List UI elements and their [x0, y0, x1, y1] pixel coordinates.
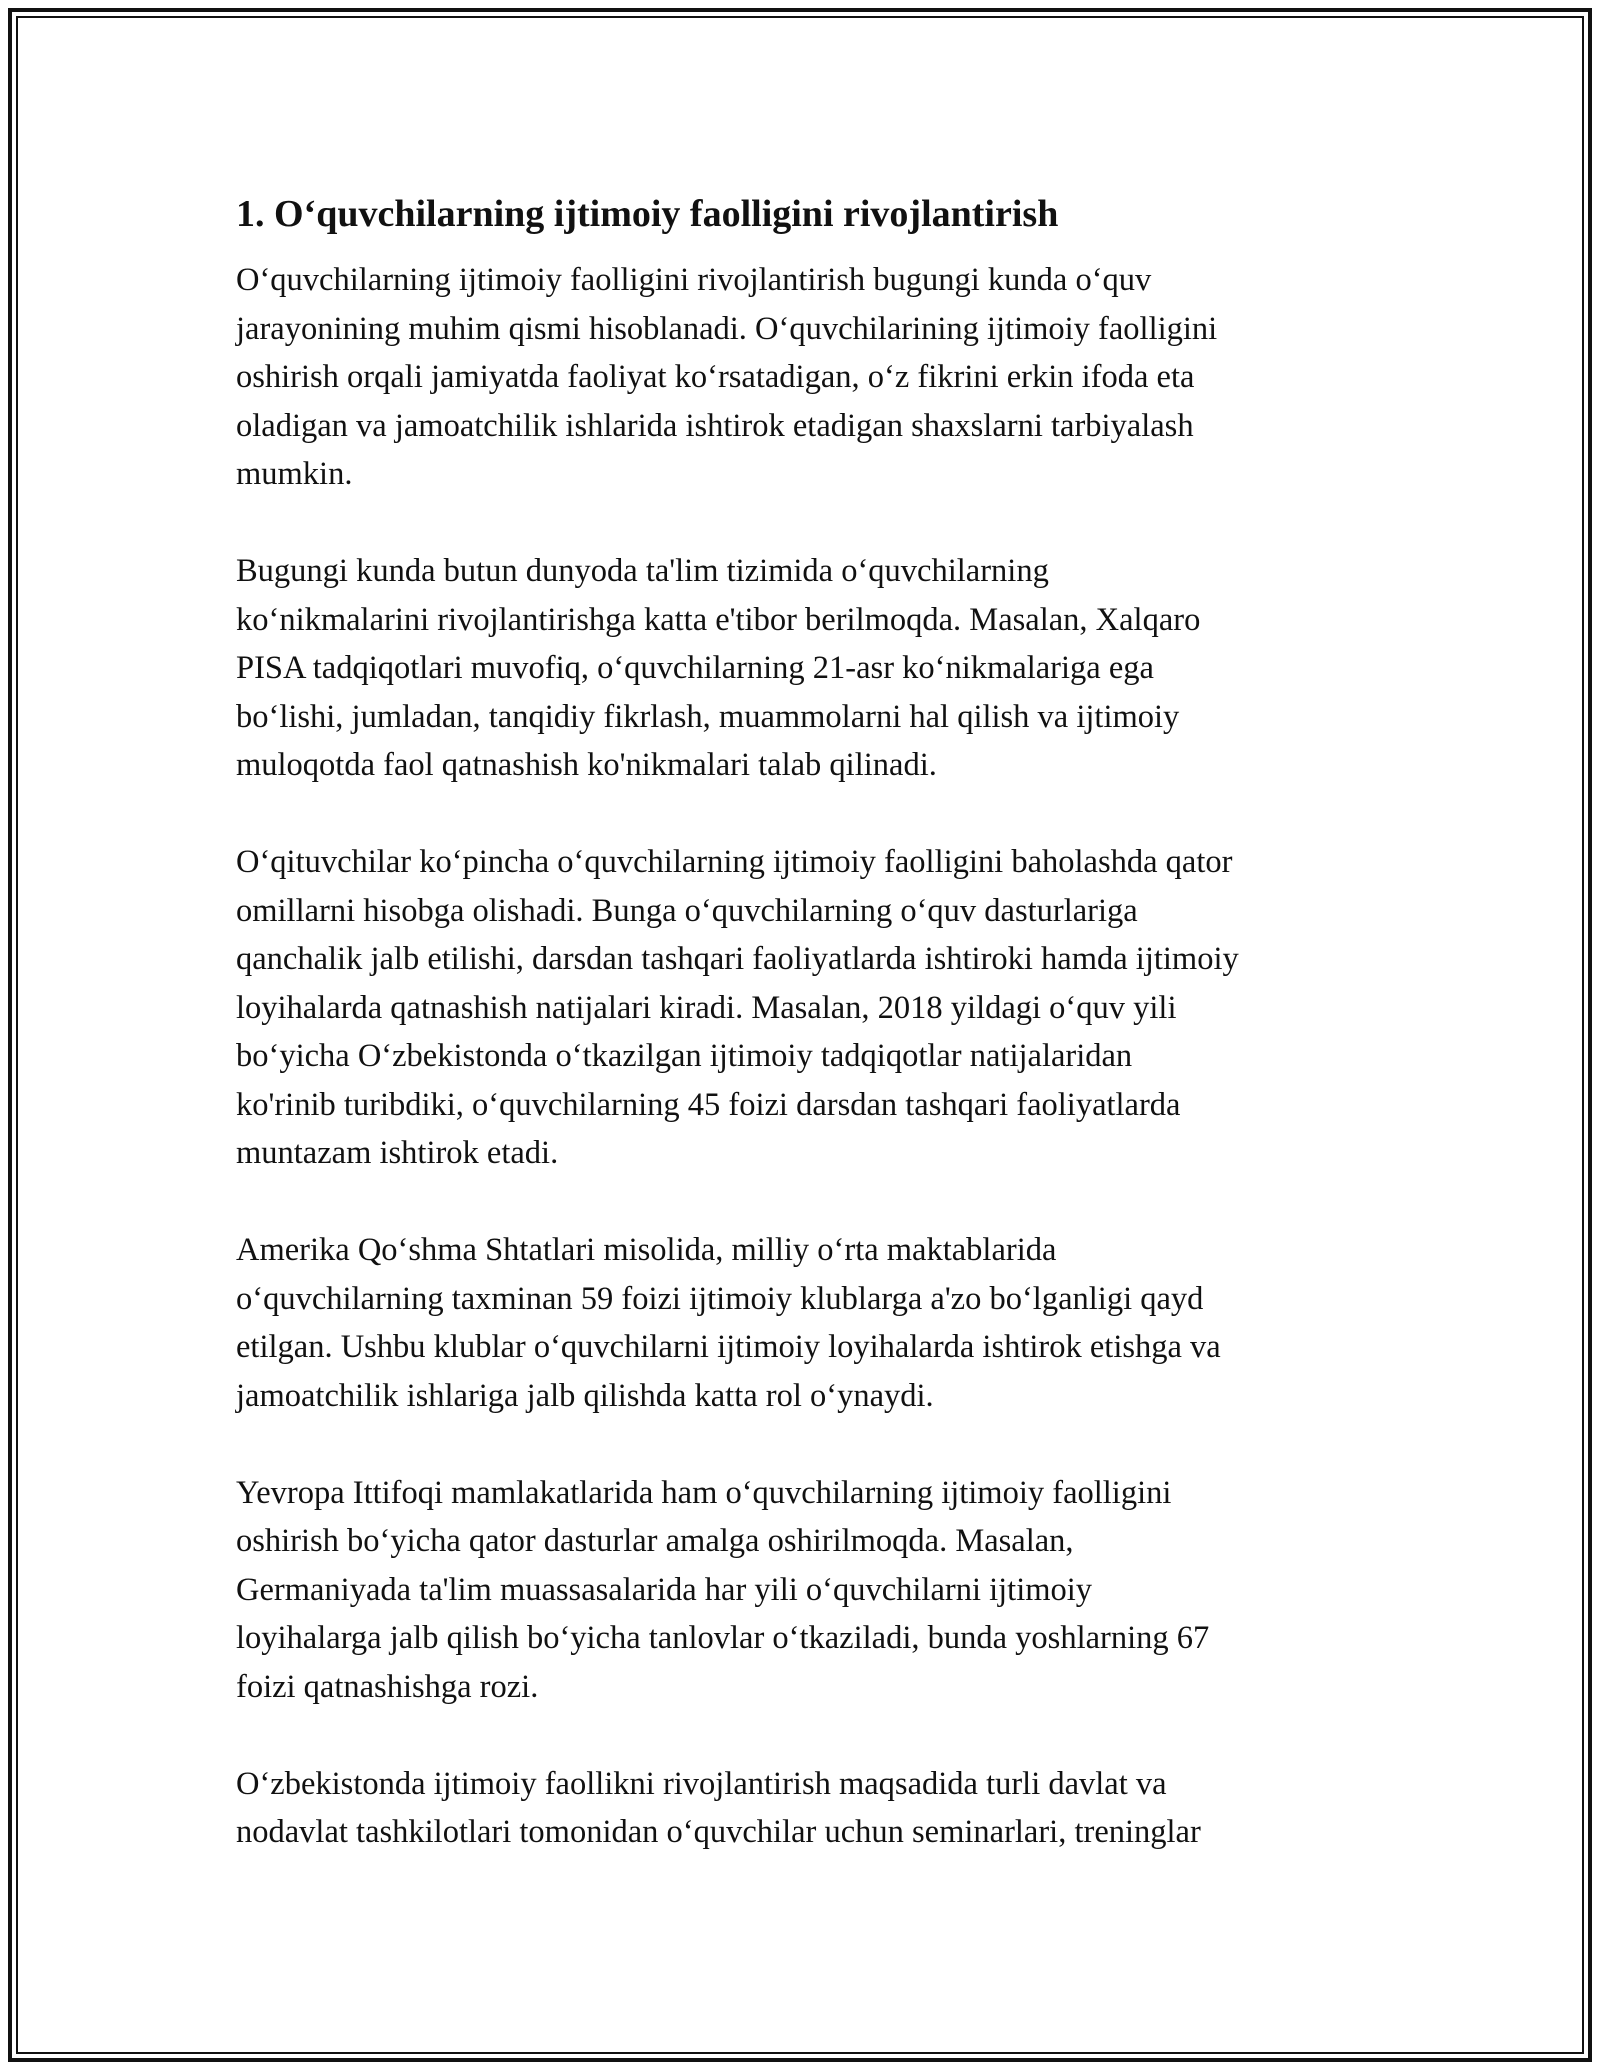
- paragraph-line: etilgan. Ushbu klublar oʻquvchilarni ijtimoiy loyihalarda ishtirok etishga va: [236, 1329, 1221, 1365]
- paragraph-line: Amerika Qoʻshma Shtatlari misolida, milliy oʻrta maktablarida: [236, 1232, 1057, 1268]
- paragraph-line: koʻnikmalarini rivojlantirishga katta e'tibor berilmoqda. Masalan, Xalqaro: [236, 601, 1201, 638]
- paragraph-line: loyihalarga jalb qilish boʻyicha tanlovlar oʻtkaziladi, bunda yoshlarning 67: [236, 1620, 1210, 1656]
- paragraph-line: muloqotda faol qatnashish ko'nikmalari talab qilinadi.: [236, 747, 937, 783]
- paragraph-line: loyihalarda qatnashish natijalari kiradi. Masalan, 2018 yildagi oʻquv yili: [236, 989, 1177, 1026]
- paragraph-line: oladigan va jamoatchilik ishlarida ishtirok etadigan shaxslarni tarbiyalash: [236, 407, 1194, 444]
- paragraph-line: Oʻqituvchilar koʻpincha oʻquvchilarning ijtimoiy faolligini baholashda qator: [236, 844, 1233, 880]
- paragraph-line: Oʻquvchilarning ijtimoiy faolligini rivojlantirish bugungi kunda oʻquv: [236, 262, 1152, 298]
- paragraph-line: qanchalik jalb etilishi, darsdan tashqari faoliyatlarda ishtiroki hamda ijtimoiy: [236, 941, 1239, 977]
- paragraph-line: Oʻzbekistonda ijtimoiy faollikni rivojlantirish maqsadida turli davlat va: [236, 1765, 1167, 1802]
- paragraph-line: oshirish orqali jamiyatda faoliyat koʻrsatadigan, oʻz fikrini erkin ifoda eta: [236, 359, 1195, 395]
- paragraph-line: boʻlishi, jumladan, tanqidiy fikrlash, muammolarni hal qilish va ijtimoiy: [236, 698, 1180, 735]
- paragraph: [236, 256, 1376, 499]
- paragraph-line: muntazam ishtirok etadi.: [236, 1135, 559, 1171]
- paragraph: [236, 1226, 1376, 1420]
- paragraph: [236, 1469, 1376, 1712]
- paragraph-line: omillarni hisobga olishadi. Bunga oʻquvchilarning oʻquv dasturlariga: [236, 892, 1138, 929]
- paragraph: [236, 547, 1376, 790]
- paragraph-line: foizi qatnashishga rozi.: [236, 1668, 539, 1705]
- paragraph-line: mumkin.: [236, 456, 353, 492]
- paragraph-line: Yevropa Ittifoqi mamlakatlarida ham oʻquvchilarning ijtimoiy faolligini: [236, 1474, 1172, 1511]
- document-body: [236, 188, 1376, 1905]
- paragraph-line: boʻyicha Oʻzbekistonda oʻtkazilgan ijtimoiy tadqiqotlar natijalaridan: [236, 1038, 1133, 1074]
- section-heading: 1. Oʻquvchilarning ijtimoiy faolligini rivojlantirish: [236, 193, 1059, 235]
- paragraph-line: nodavlat tashkilotlari tomonidan oʻquvchilar uchun seminarlari, treninglar: [236, 1814, 1201, 1850]
- paragraph-line: Bugungi kunda butun dunyoda ta'lim tizimida oʻquvchilarning: [236, 553, 1049, 589]
- paragraph: [236, 838, 1376, 1178]
- paragraph-list: [236, 256, 1376, 1857]
- paragraph-line: oʻquvchilarning taxminan 59 foizi ijtimoiy klublarga a'zo boʻlganligi qayd: [236, 1280, 1204, 1317]
- paragraph-line: PISA tadqiqotlari muvofiq, oʻquvchilarning 21-asr koʻnikmalariga ega: [236, 650, 1154, 686]
- paragraph-line: ko'rinib turibdiki, oʻquvchilarning 45 foizi darsdan tashqari faoliyatlarda: [236, 1086, 1181, 1123]
- paragraph-line: jarayonining muhim qismi hisoblanadi. Oʻquvchilarining ijtimoiy faolligini: [236, 310, 1218, 347]
- paragraph-line: Germaniyada ta'lim muassasalarida har yili oʻquvchilarni ijtimoiy: [236, 1571, 1093, 1608]
- paragraph-line: jamoatchilik ishlariga jalb qilishda katta rol oʻynaydi.: [236, 1377, 934, 1414]
- paragraph: [236, 1760, 1376, 1857]
- paragraph-line: oshirish boʻyicha qator dasturlar amalga oshirilmoqda. Masalan,: [236, 1523, 1074, 1559]
